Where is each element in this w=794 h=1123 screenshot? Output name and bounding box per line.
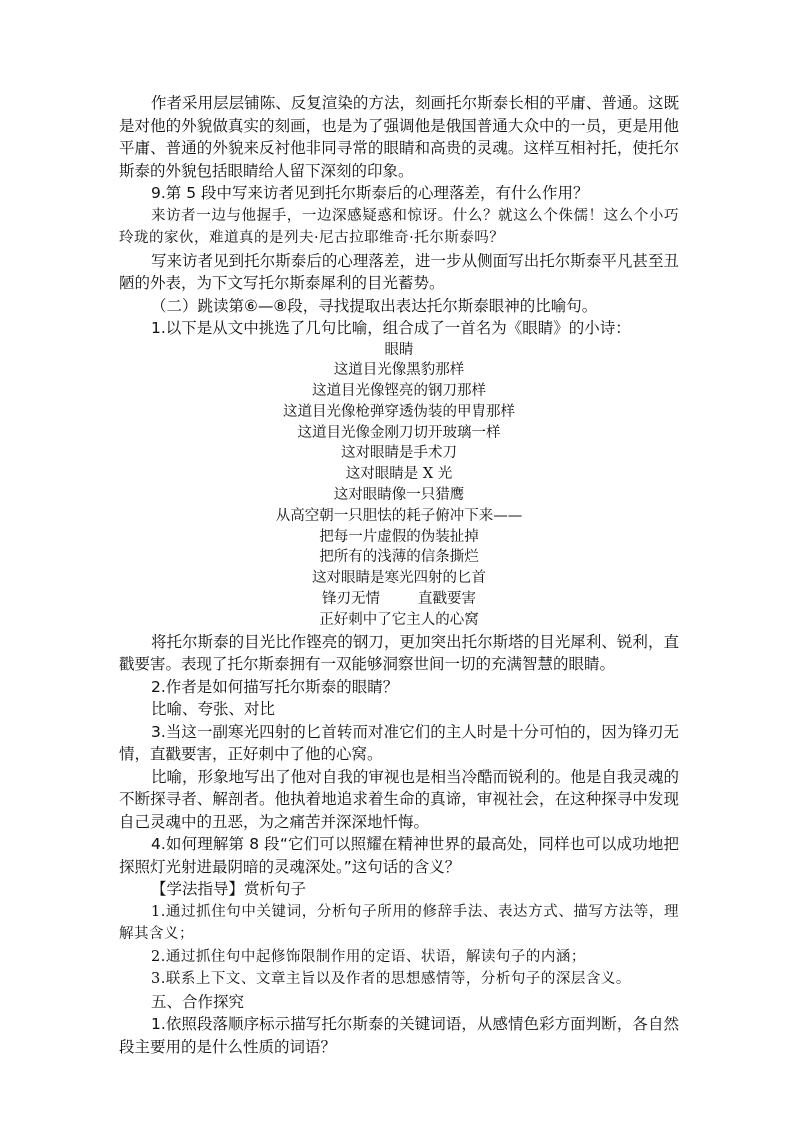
poem-line-part: 直戳要害 <box>418 591 476 608</box>
answer-3: 比喻，形象地写出了他对自我的审视也是相当冷酷而锐利的。他是自我灵魂的不断探寻者、解剖者。他执着地追求着生命的真谛，审视社会，在这种探寻中发现自己灵魂中的丑恶，为之痛苦并深深地忏悔。 <box>119 767 679 831</box>
quote-visitor: 来访者一边与他握手，一边深感疑惑和惊讶。什么？就这么个侏儒！这么个小巧玲珑的家伙，难道真的是列夫·尼古拉耶维奇·托尔斯泰吗？ <box>119 207 679 246</box>
study-guide-item: 2.通过抓住句中起修饰限制作用的定语、状语，解读句子的内涵； <box>151 948 586 965</box>
question-3: 3.当这一副寒光四射的匕首转而对准它们的主人时是十分可怕的，因为锋刃无情，直戳要害，正好刺中了他的心窝。 <box>119 722 679 764</box>
answer-9: 写来访者见到托尔斯泰后的心理落差，进一步从侧面写出托尔斯泰平凡甚至丑陋的外表，为下文写托尔斯泰犀利的目光蓄势。 <box>119 251 679 292</box>
question-4: 4.如何理解第 8 段“它们可以照耀在精神世界的最高处，同样也可以成功地把探照灯光射进最阴暗的灵魂深处。”这句话的含义？ <box>119 835 679 876</box>
document-page <box>119 92 679 1058</box>
poem-line: 这道目光像铿亮的钢刀那样 <box>312 383 486 400</box>
poem-line: 这道目光像金刚刀切开玻璃一样 <box>297 424 501 441</box>
poem-line: 把每一片虚假的伪装扯掉 <box>319 528 479 545</box>
poem-line-split <box>119 589 679 610</box>
answer-1: 将托尔斯泰的目光比作铿亮的钢刀，更加突出托尔斯塔的目光犀利、锐利，直戳要害。表现了托尔斯泰拥有一双能够洞察世间一切的充满智慧的眼睛。 <box>119 632 679 674</box>
question-5-1: 1.依照段落顺序标示描写托尔斯泰的关键词语，从感情色彩方面判断，各自然段主要用的是什么性质的词语？ <box>119 1015 679 1056</box>
study-guide-item: 1.通过抓住句中关键词，分析句子所用的修辞手法、表达方式、描写方法等，理解其含义； <box>119 903 679 943</box>
section-5-heading: 五、合作探究 <box>151 992 245 1011</box>
poem-line: 这对眼睛像一只猎鹰 <box>333 487 465 504</box>
poem-line: 从高空朝一只胆怯的耗子俯冲下来—— <box>275 507 523 524</box>
question-1: 1.以下是从文中挑选了几句比喻，组合成了一首名为《眼睛》的小诗： <box>151 319 631 337</box>
poem-line: 这对眼睛是 X 光 <box>345 466 453 483</box>
poem <box>119 340 679 631</box>
answer-2: 比喻、夸张、对比 <box>151 700 276 719</box>
study-guide-title: 【学法指导】赏析句子 <box>151 880 307 899</box>
study-guide-item: 3.联系上下文、文章主旨以及作者的思想感情等，分析句子的深层含义。 <box>151 971 631 988</box>
question-2: 2.作者是如何描写托尔斯泰的眼睛？ <box>151 677 399 696</box>
paragraph-appearance-analysis: 作者采用层层铺陈、反复渲染的方法，刻画托尔斯泰长相的平庸、普通。这既是对他的外貌做真实的刻画，也是为了强调他是俄国普通大众中的一员，更是用他平庸、普通的外貌来反衬他非同寻常的眼睛和高贵的灵魂。这样互相衬托，使托尔斯泰的外貌包括眼睛给人留下深刻的印象。 <box>119 94 679 180</box>
poem-line: 这对眼睛是寒光四射的匕首 <box>312 570 486 587</box>
poem-line: 这对眼睛是手术刀 <box>341 445 457 462</box>
poem-line: 这道目光像枪弹穿透伪装的甲胄那样 <box>283 403 515 420</box>
poem-line: 把所有的浅薄的信条撕烂 <box>319 549 479 566</box>
poem-line: 这道目光像黑豹那样 <box>333 362 465 379</box>
poem-title: 眼睛 <box>384 341 414 358</box>
question-9: 9.第 5 段中写来访者见到托尔斯泰后的心理落差，有什么作用？ <box>151 184 589 202</box>
poem-line: 正好刺中了它主人的心窝 <box>319 611 479 628</box>
poem-line-part: 锋刃无情 <box>322 591 380 608</box>
section-2-heading: （二）跳读第⑥—⑧段，寻找提取出表达托尔斯泰眼神的比喻句。 <box>151 296 598 315</box>
